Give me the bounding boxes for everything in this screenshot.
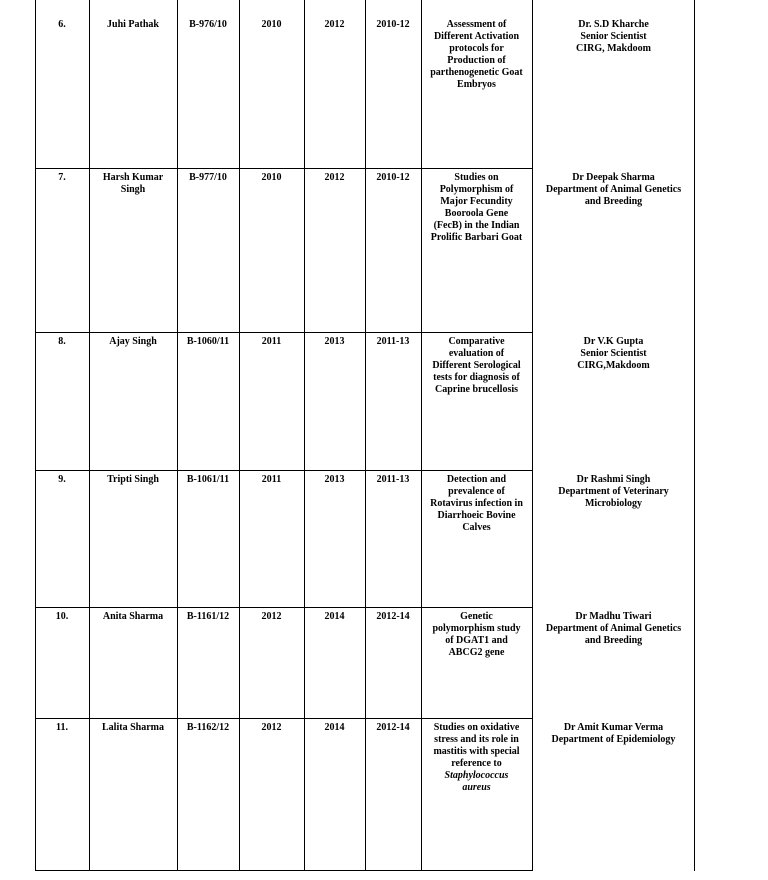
passing-year: 2014 — [324, 611, 345, 622]
passing-year: 2013 — [324, 474, 345, 485]
col-line-8 — [694, 0, 695, 871]
student-name: Ajay Singh — [109, 336, 157, 347]
table-bottom-line — [35, 870, 533, 871]
admission-year: 2010 — [261, 172, 282, 183]
passing-year: 2012 — [324, 19, 345, 30]
thesis-title: Genetic polymorphism study of DGAT1 and ABCG2 gene — [432, 611, 521, 658]
serial-number: 9. — [58, 474, 66, 485]
guide: Dr Madhu Tiwari Department of Animal Genetics and Breeding — [545, 611, 682, 646]
serial-number: 7. — [58, 172, 66, 183]
student-name: Harsh Kumar Singh — [102, 172, 164, 195]
session: 2011-13 — [376, 336, 410, 347]
admission-year: 2012 — [261, 611, 282, 622]
enrollment-number: B-1161/12 — [186, 611, 230, 622]
col-line-1 — [89, 0, 90, 871]
passing-year: 2013 — [324, 336, 345, 347]
serial-number: 10. — [55, 611, 69, 622]
guide: Dr Amit Kumar Verma Department of Epidemiology — [551, 722, 676, 745]
guide: Dr Rashmi Singh Department of Veterinary Microbiology — [558, 474, 669, 509]
serial-number: 11. — [56, 722, 68, 733]
col-line-3 — [239, 0, 240, 871]
student-name: Lalita Sharma — [102, 722, 164, 733]
thesis-title: Studies on oxidative stress and its role in mastitis with special reference to Staphylococcus aureus — [433, 722, 520, 793]
col-line-2 — [177, 0, 178, 871]
session: 2010-12 — [376, 172, 410, 183]
guide: Dr V.K Gupta Senior Scientist CIRG,Makdoom — [577, 336, 650, 371]
col-line-5 — [365, 0, 366, 871]
admission-year: 2010 — [261, 19, 282, 30]
enrollment-number: B-977/10 — [189, 172, 227, 183]
admission-year: 2011 — [261, 474, 282, 485]
admission-year: 2011 — [261, 336, 282, 347]
session: 2010-12 — [376, 19, 410, 30]
student-name: Tripti Singh — [107, 474, 159, 485]
serial-number: 6. — [58, 19, 66, 30]
thesis-title: Detection and prevalence of Rotavirus infection in Diarrhoeic Bovine Calves — [430, 474, 523, 533]
session: 2012-14 — [376, 611, 410, 622]
admission-year: 2012 — [261, 722, 282, 733]
session: 2011-13 — [376, 474, 410, 485]
enrollment-number: B-1060/11 — [186, 336, 230, 347]
thesis-title: Assessment of Different Activation protocols for Production of parthenogenetic Goat Embryos — [430, 19, 523, 90]
row-line-9 — [35, 470, 533, 471]
row-line-10 — [35, 607, 533, 608]
session: 2012-14 — [376, 722, 410, 733]
enrollment-number: B-1061/11 — [186, 474, 230, 485]
passing-year: 2014 — [324, 722, 345, 733]
student-name: Anita Sharma — [102, 611, 164, 622]
serial-number: 8. — [58, 336, 66, 347]
guide: Dr. S.D Kharche Senior Scientist CIRG, Makdoom — [575, 19, 651, 54]
guide: Dr Deepak Sharma Department of Animal Genetics and Breeding — [545, 172, 682, 207]
row-line-11 — [35, 718, 533, 719]
enrollment-number: B-976/10 — [189, 19, 227, 30]
passing-year: 2012 — [324, 172, 345, 183]
row-line-7 — [35, 168, 533, 169]
row-line-8 — [35, 332, 533, 333]
thesis-title: Comparative evaluation of Different Serological tests for diagnosis of Caprine brucellosis — [432, 336, 521, 395]
thesis-title: Studies on Polymorphism of Major Fecundity Booroola Gene (FecB) in the Indian Prolific Barbari Goat — [430, 172, 523, 243]
col-line-0 — [35, 0, 36, 871]
enrollment-number: B-1162/12 — [186, 722, 230, 733]
col-line-4 — [304, 0, 305, 871]
student-name: Juhi Pathak — [107, 19, 159, 30]
